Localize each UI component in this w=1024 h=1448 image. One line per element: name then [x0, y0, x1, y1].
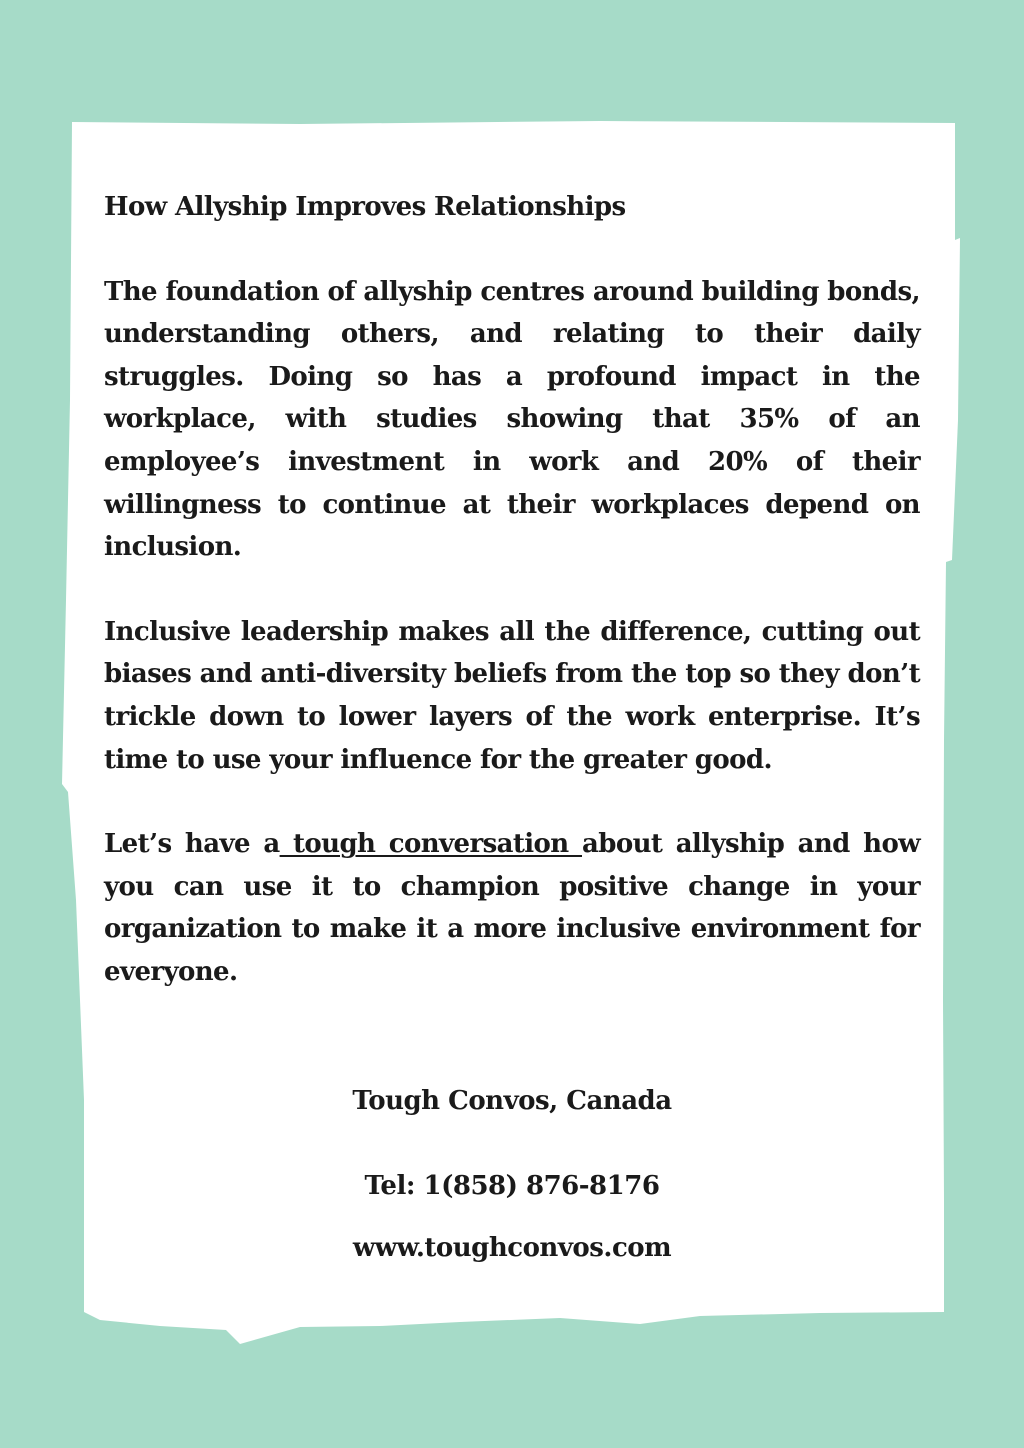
- cta-text-after-link: about allyship and how you can use it to champion positive change in your organization to make it a more inclusive environment for everyone.: [104, 829, 920, 987]
- footer-telephone: Tel: 1(858) 876-8176: [364, 1171, 660, 1201]
- paragraph-call-to-action: [104, 823, 920, 993]
- cta-text-before-link: Let’s have a: [104, 829, 280, 860]
- footer-company: Tough Convos, Canada: [352, 1086, 672, 1116]
- footer-website: www.toughconvos.com: [352, 1233, 672, 1263]
- paragraph-inclusive-leadership: Inclusive leadership makes all the difference, cutting out biases and anti-diversity beliefs from the top so they don’t trickle down to lower layers of the work enterprise. It’s time to use your influence for the greater good.: [104, 616, 920, 775]
- article: [104, 186, 920, 994]
- tough-conversation-link[interactable]: tough conversation: [279, 829, 582, 860]
- article-heading: How Allyship Improves Relationships: [104, 192, 626, 222]
- paragraph-foundation: The foundation of allyship centres around building bonds, understanding others, and relating to their daily struggles. Doing so has a profound impact in the workplace, with studies showing that 35% of an employee’s investment in work and 20% of their willingness to continue at their workplaces depend on inclusion.: [104, 276, 920, 563]
